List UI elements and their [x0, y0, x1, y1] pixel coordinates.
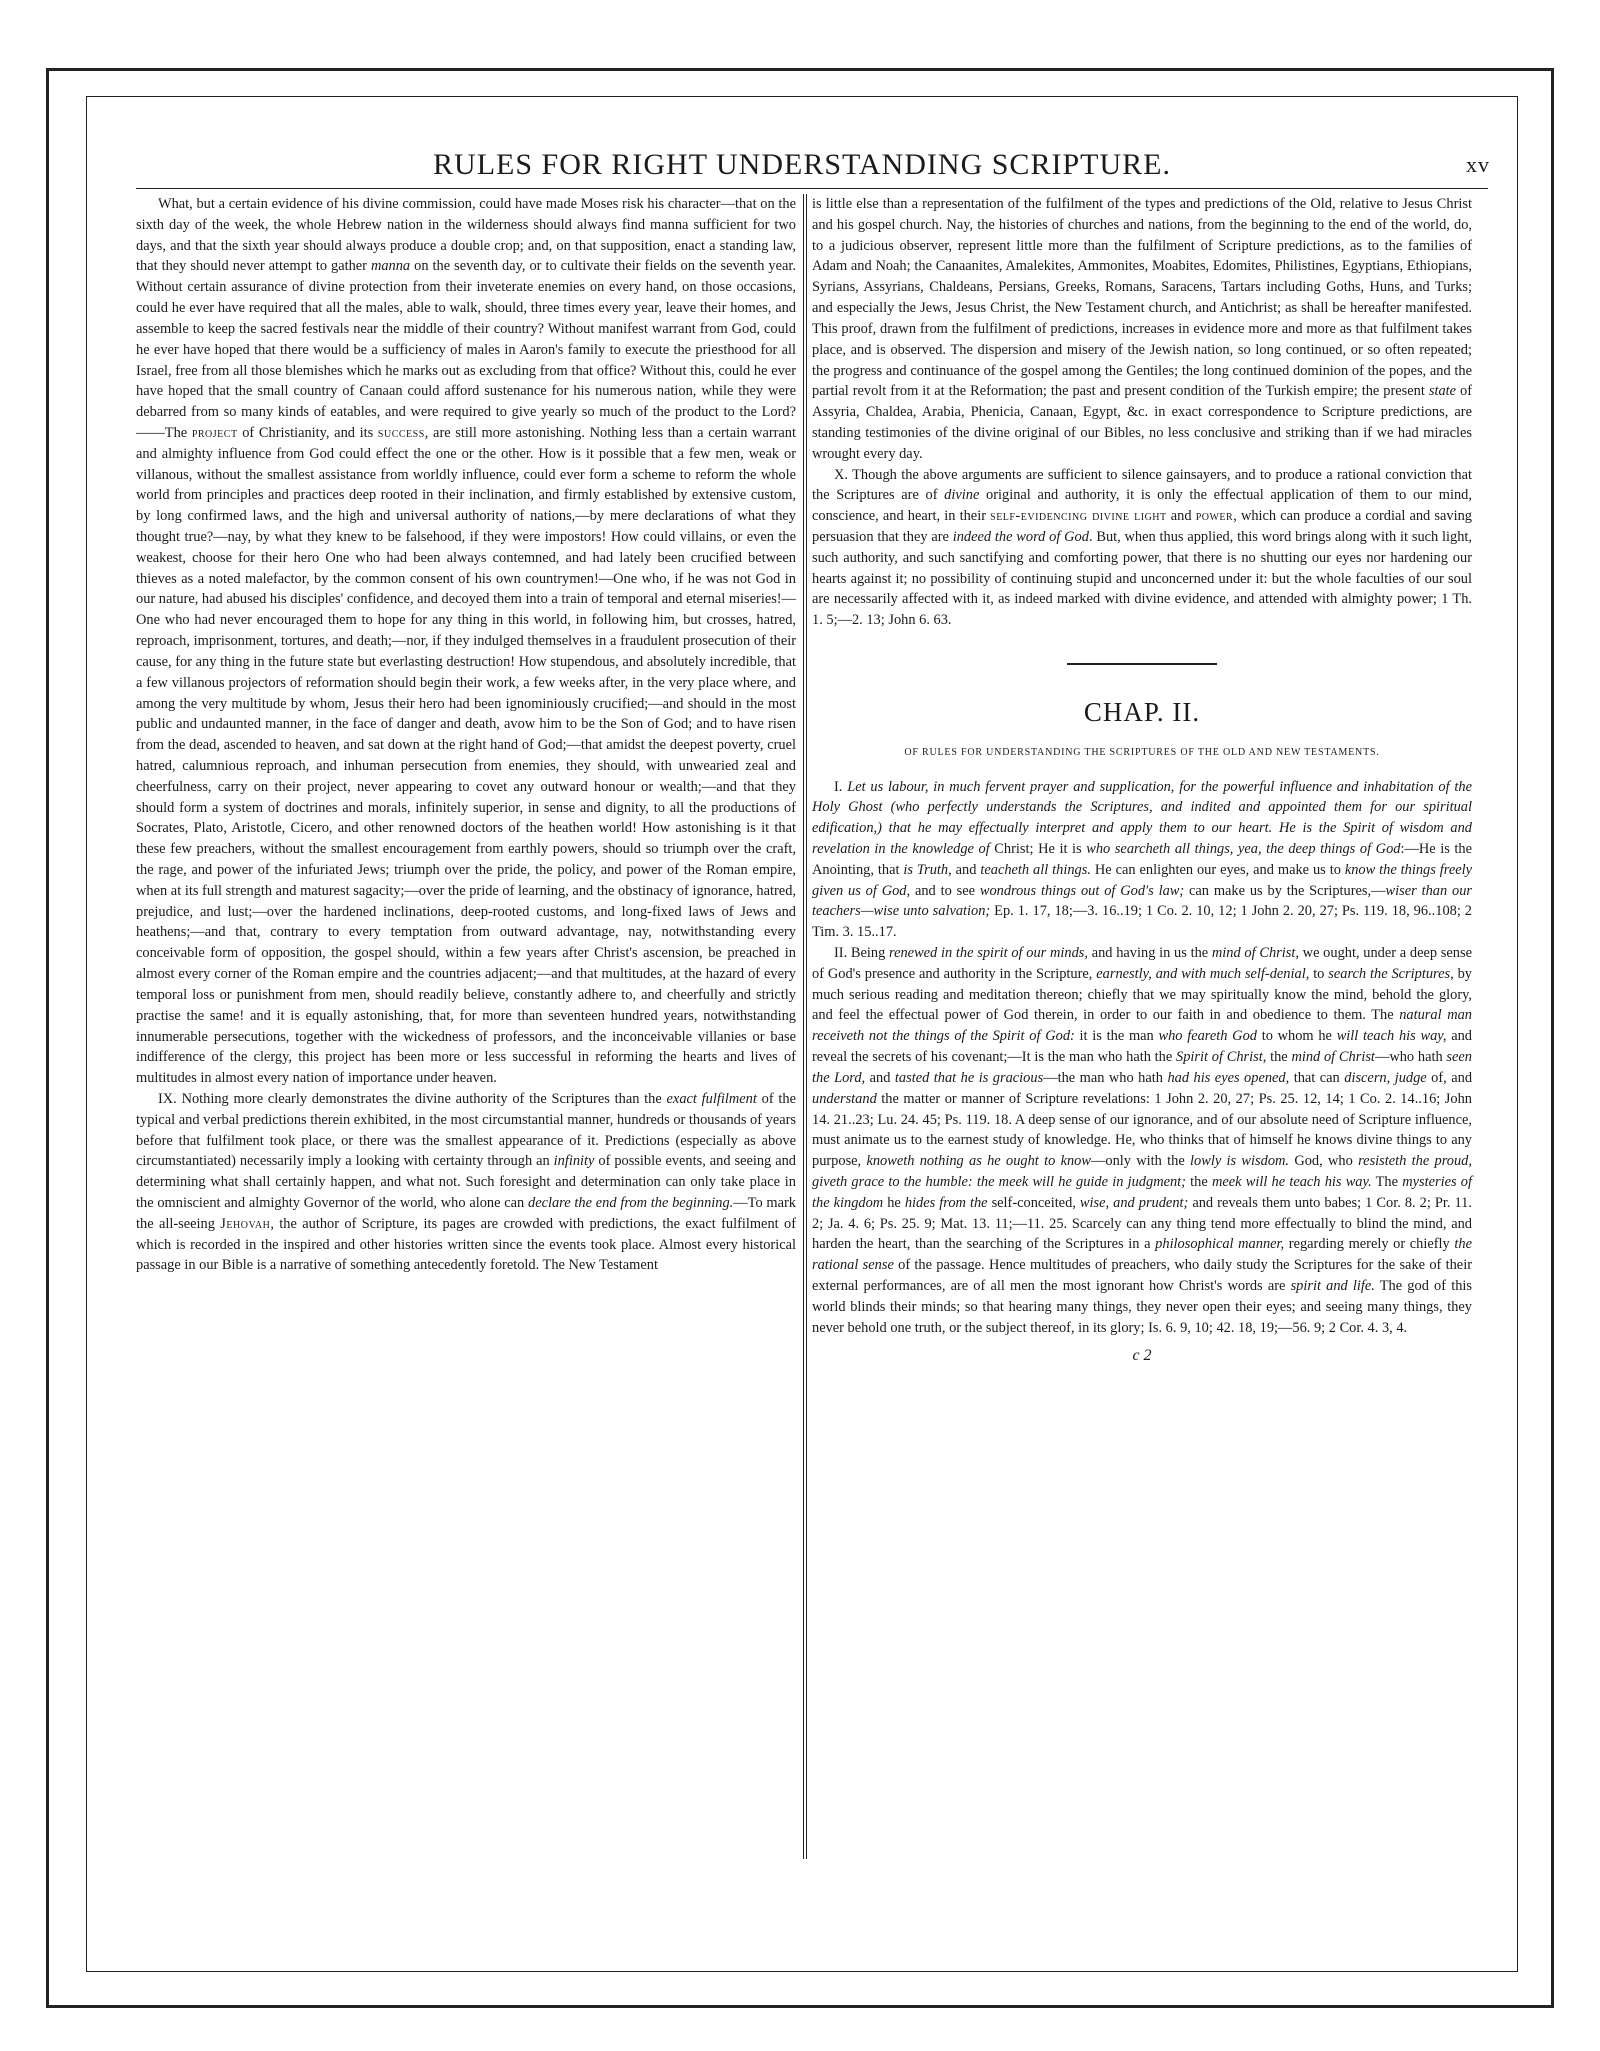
chapter-subtitle: OF RULES FOR UNDERSTANDING THE SCRIPTURES OF THE OLD AND NEW TESTAMENTS.: [904, 747, 1380, 759]
header-rule: [136, 188, 1488, 189]
paragraph-moses: What, but a certain evidence of his divine commission, could have made Moses risk his character—that on the sixth day of the week, the whole Hebrew nation in the wilderness should always find manna sufficient for two days, and that the sixth year should always produce a double crop; and, on that supposition, enact a standing law, that they should never attempt to gather manna on the seventh day, or to cultivate their fields on the seventh year. Without certain assurance of divine protection from their inveterate enemies on every hand, on those occasions, could he ever have required that all the males, able to walk, should, three times every year, leave their homes, and assemble to keep the sacred festivals near the middle of their country? Without manifest warrant from God, could he ever have hoped that there would be a sufficiency of males in Aaron's family to execute the priesthood for all Israel, free from all those blemishes which he marks out as excluding from that office? Without this, could he ever have hoped that the small country of Canaan could afford sustenance for his numerous nation, while they were debarred from so many kinds of eatables, and were required to give yearly so much of the product to the Lord?——The project of Christianity, and its success, are still more astonishing. Nothing less than a certain warrant and almighty influence from God could effect the one or the other. How is it possible that a few men, weak or villanous, without the smallest assistance from worldly influence, could ever form a scheme to reform the whole world from principles and practices deep rooted in their inclination, and firmly established by extensive custom, by long confirmed laws, and the high and universal authority of nations,—by mere declarations of what they thought true?—nay, by what they knew to be falsehood, if they were impostors! How could villains, or even the weakest, choose for their hero One who had been always contemned, and had lately been crucified between thieves as a noted malefactor, by the common consent of his own countrymen!—One who, if he was not God in our nature, had abused his disciples' confidence, and decoyed them into a train of temporal and eternal miseries!—One who had never encouraged them to hope for any thing in this world, in following him, but crosses, hatred, reproach, imprisonment, tortures, and death;—nor, if they indulged themselves in a fraudulent prosecution of their cause, for any thing in the future state but everlasting destruction! How stupendous, and absolutely incredible, that a few villanous projectors of reformation should begin their work, a few weeks after, in the very place where, and among the very multitude by whom, Jesus their hero had been ignominiously crucified;—and should in the most public and undaunted manner, in the face of danger and death, avow him to be the Son of God; and to have risen from the dead, ascended to heaven, and sat down at the right hand of God;—that amidst the deepest poverty, cruel hatred, calumnious reproach, and inhuman persecution from enemies, they should, with unwearied zeal and cheerfulness, carry on their project, never appearing to covet any outward honour or wealth;—and that they should form a system of doctrines and morals, infinitely superior, in sense and dignity, to all the productions of Socrates, Plato, Aristotle, Cicero, and other renowned doctors of the heathen world! How astonishing is it that these few preachers, without the smallest encouragement from earthly powers, should so triumph over the craft, the rage, and power of the infuriated Jews; triumph over the pride, the policy, and power of the Roman empire, when at its full strength and maturest sagacity;—over the pride of learning, and the obstinacy of ignorance, hatred, prejudice, and lust;—over the hardened inclinations, deep-rooted customs, and long-fixed laws of Jews and heathens;—and that, contrary to every temptation from outward advantage, nay, notwithstanding every conceivable form of opposition, the gospel should, within a few years after Christ's ascension, be preached in almost every corner of the Roman empire and the countries adjacent;—and that multitudes, at the hazard of every temporal loss or punishment from men, should readily believe, constantly adhere to, and cheerfully and strictly practise the same! and it is equally astonishing, that, for more than seventeen hundred years, notwithstanding innumerable persecutions, together with the wickedness of professors, and the inconceivable villanies or base indifference of the clergy, this project has been more or less successful in reforming the hearts and lives of multitudes in almost every nation of importance under heaven.: [136, 196, 797, 1087]
chapter-title: CHAP. II.: [1083, 697, 1201, 728]
paragraph-rule-i: I. Let us labour, in much fervent prayer and supplication, for the powerful influence and inhabitation of the Holy Ghost (who perfectly understands the Scriptures, and indited and appointed them for our spiritual edification,) that he may effectually interpret and apply them to our heart. He is the Spirit of wisdom and revelation in the knowledge of Christ; He it is who searcheth all things, yea, the deep things of God:—He is the Anointing, that is Truth, and teacheth all things. He can enlighten our eyes, and make us to know the things freely given us of God, and to see wondrous things out of God's law; can make us by the Scriptures,—wiser than our teachers—wise unto salvation; Ep. 1. 17, 18;—3. 16..19; 1 Co. 2. 10, 12; 1 John 2. 20, 27; Ps. 119. 18, 96..108; 2 Tim. 3. 15..17.: [812, 778, 1473, 941]
signature-mark: c 2: [1132, 1347, 1152, 1365]
paragraph-x: X. Though the above arguments are sufficient to silence gainsayers, and to produce a rational conviction that the Scriptures are of divine original and authority, it is only the effectual application of them to our mind, conscience, and heart, in their self-evidencing divine light and power, which can produce a cordial and saving persuasion that they are indeed the word of God. But, when thus applied, this word brings along with it such light, such authority, and such sanctifying and comforting power, that there is no shutting our eyes nor hardening our hearts against it; no possibility of continuing stupid and unconcerned under it: but the whole faculties of our soul are necessarily affected with it, as indeed marked with divine evidence, and attended with almighty power; 1 Th. 1. 5;—2. 13; John 6. 63.: [812, 466, 1473, 629]
right-column: [812, 194, 1472, 1368]
paragraph-continuation: is little else than a representation of the fulfilment of the types and predictions of the Old, relative to Jesus Christ and his gospel church. Nay, the histories of churches and nations, from the beginning to the end of the world, do, to a judicious observer, represent little more than the fulfilment of Scripture predictions, as to the families of Adam and Noah; the Canaanites, Amalekites, Ammonites, Moabites, Edomites, Philistines, Egyptians, Ethiopians, Syrians, Assyrians, Chaldeans, Persians, Greeks, Romans, Saracens, Tartars including Goths, Huns, and Turks; and especially the Jews, Jesus Christ, the New Testament church, and Antichrist; as shall be hereafter manifested. This proof, drawn from the fulfilment of predictions, increases in evidence more and more as that fulfilment takes place, and is observed. The dispersion and misery of the Jewish nation, so long continued, or so often repeated; the progress and continuance of the gospel among the Gentiles; the long continued dominion of the popes, and the partial revolt from it at the Reformation; the past and present condition of the Turkish empire; the present state of Assyria, Chaldea, Arabia, Phenicia, Canaan, Egypt, &c. in exact correspondence to Scripture predictions, are standing testimonies of the divine original of our Bibles, no less conclusive and striking than if we had miracles wrought every day.: [812, 196, 1473, 462]
left-column: [136, 194, 796, 1276]
running-title: RULES FOR RIGHT UNDERSTANDING SCRIPTURE.: [433, 148, 1171, 181]
chapter-rule: [1067, 663, 1217, 665]
page-number: xv: [1466, 152, 1490, 177]
column-divider: [803, 194, 807, 1859]
paragraph-ix: IX. Nothing more clearly demonstrates the divine authority of the Scriptures than the exact fulfilment of the typical and verbal predictions therein exhibited, in the most circumstantial manner, hundreds or thousands of years before that fulfilment took place, or there was the smallest appearance of it. Predictions (especially as above circumstantiated) necessarily imply a looking with certainty through an infinity of possible events, and seeing and determining what shall certainly happen, and what not. Such foresight and determination can only take place in the omniscient and almighty Governor of the world, who alone can declare the end from the beginning.—To mark the all-seeing Jehovah, the author of Scripture, its pages are crowded with predictions, the exact fulfilment of which is recorded in the inspired and other histories written since the events took place. Almost every historical passage in our Bible is a narrative of something antecedently foretold. The New Testament: [136, 1090, 797, 1274]
paragraph-rule-ii: II. Being renewed in the spirit of our minds, and having in us the mind of Christ, we ought, under a deep sense of God's presence and authority in the Scripture, earnestly, and with much self-denial, to search the Scriptures, by much serious reading and meditation thereon; chiefly that we may spiritually know the mind, behold the glory, and feel the effectual power of God therein, in order to our faith in and obedience to them. The natural man receiveth not the things of the Spirit of God: it is the man who feareth God to whom he will teach his way, and reveal the secrets of his covenant;—It is the man who hath the Spirit of Christ, the mind of Christ—who hath seen the Lord, and tasted that he is gracious—the man who hath had his eyes opened, that can discern, judge of, and understand the matter or manner of Scripture revelations: 1 John 2. 20, 27; Ps. 25. 12, 14; 1 Co. 2. 14..16; John 14. 21..23; Lu. 24. 45; Ps. 119. 18. A deep sense of our ignorance, and of our absolute need of Scripture influence, must animate us to the earnest study of knowledge. He, who thinks that of himself he knows divine things to any purpose, knoweth nothing as he ought to know—only with the lowly is wisdom. God, who resisteth the proud, giveth grace to the humble: the meek will he guide in judgment; the meek will he teach his way. The mysteries of the kingdom he hides from the self-conceited, wise, and prudent; and reveals them unto babes; 1 Cor. 8. 2; Pr. 11. 2; Ja. 4. 6; Ps. 25. 9; Mat. 13. 11;—11. 25. Scarcely can any thing tend more effectually to blind the mind, and harden the heart, than the searching of the Scriptures in a philosophical manner, regarding merely or chiefly the rational sense of the passage. Hence multitudes of preachers, who daily study the Scriptures for the sake of their external performances, are of all men the most ignorant how Christ's words are spirit and life. The god of this world blinds their minds; so that hearing many things, they never open their eyes; and seeing many things, they never behold one truth, or the subject thereof, in its glory; Is. 6. 9, 10; 42. 18, 19;—56. 9; 2 Cor. 4. 3, 4.: [812, 945, 1473, 1336]
